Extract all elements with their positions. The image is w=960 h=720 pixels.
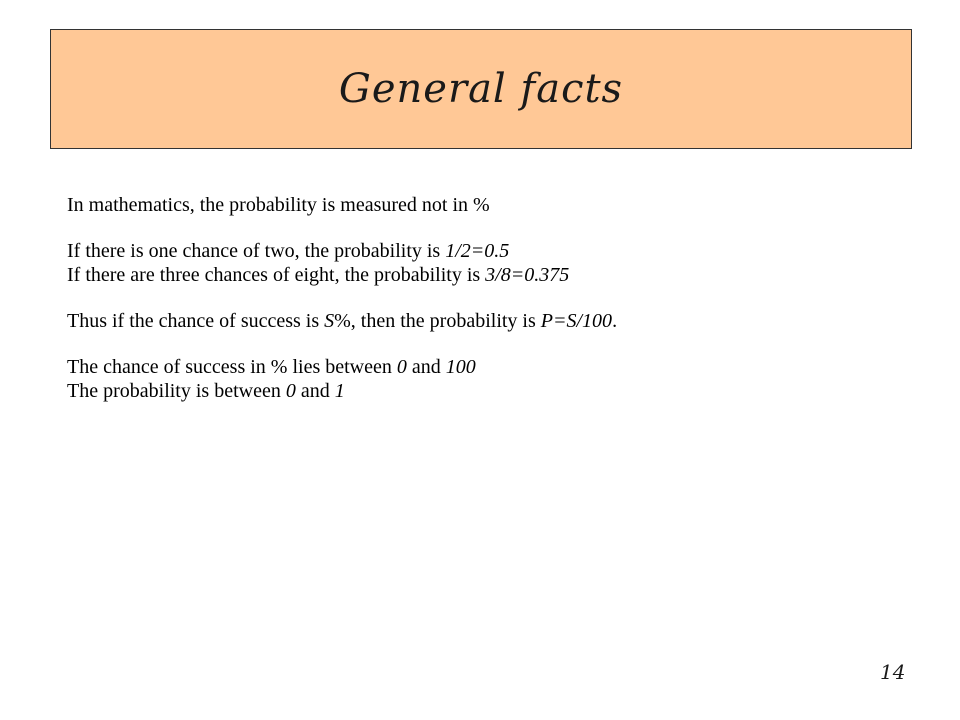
- slide-body: [67, 193, 907, 403]
- page-number: 14: [880, 660, 906, 684]
- line-2-text: If there is one chance of two, the probability is: [67, 240, 446, 262]
- line-5-text-a: The chance of success in % lies between: [67, 356, 397, 378]
- line-2-formula: 1/2=0.5: [445, 240, 510, 262]
- body-line-4: [67, 309, 907, 333]
- line-5-text-b: and: [406, 356, 446, 378]
- line-3-text: If there are three chances of eight, the probability is: [67, 264, 486, 286]
- title-banner: [50, 29, 912, 149]
- body-line-6: [67, 379, 907, 403]
- line-4-text-a: Thus if the chance of success is: [67, 310, 325, 332]
- body-line-1: [67, 193, 907, 217]
- body-line-3: [67, 263, 907, 287]
- line-6-text-b: and: [295, 380, 335, 402]
- line-6-value-min: 0: [285, 380, 296, 402]
- slide-title: General facts: [338, 66, 624, 112]
- line-5-value-max: 100: [445, 356, 476, 378]
- line-4-text-c: .: [612, 310, 618, 332]
- line-4-variable-s: S: [324, 310, 335, 332]
- paragraph-gap: [67, 217, 907, 239]
- paragraph-gap: [67, 287, 907, 309]
- line-4-text-b: %, then the probability is: [334, 310, 541, 332]
- line-1-text: In mathematics, the probability is measured not in %: [67, 194, 490, 216]
- line-3-formula: 3/8=0.375: [485, 264, 570, 286]
- body-line-5: [67, 355, 907, 379]
- line-6-value-max: 1: [334, 380, 345, 402]
- line-4-formula: P=S/100: [540, 310, 613, 332]
- line-5-value-min: 0: [396, 356, 407, 378]
- body-line-2: [67, 239, 907, 263]
- line-6-text-a: The probability is between: [67, 380, 286, 402]
- paragraph-gap: [67, 333, 907, 355]
